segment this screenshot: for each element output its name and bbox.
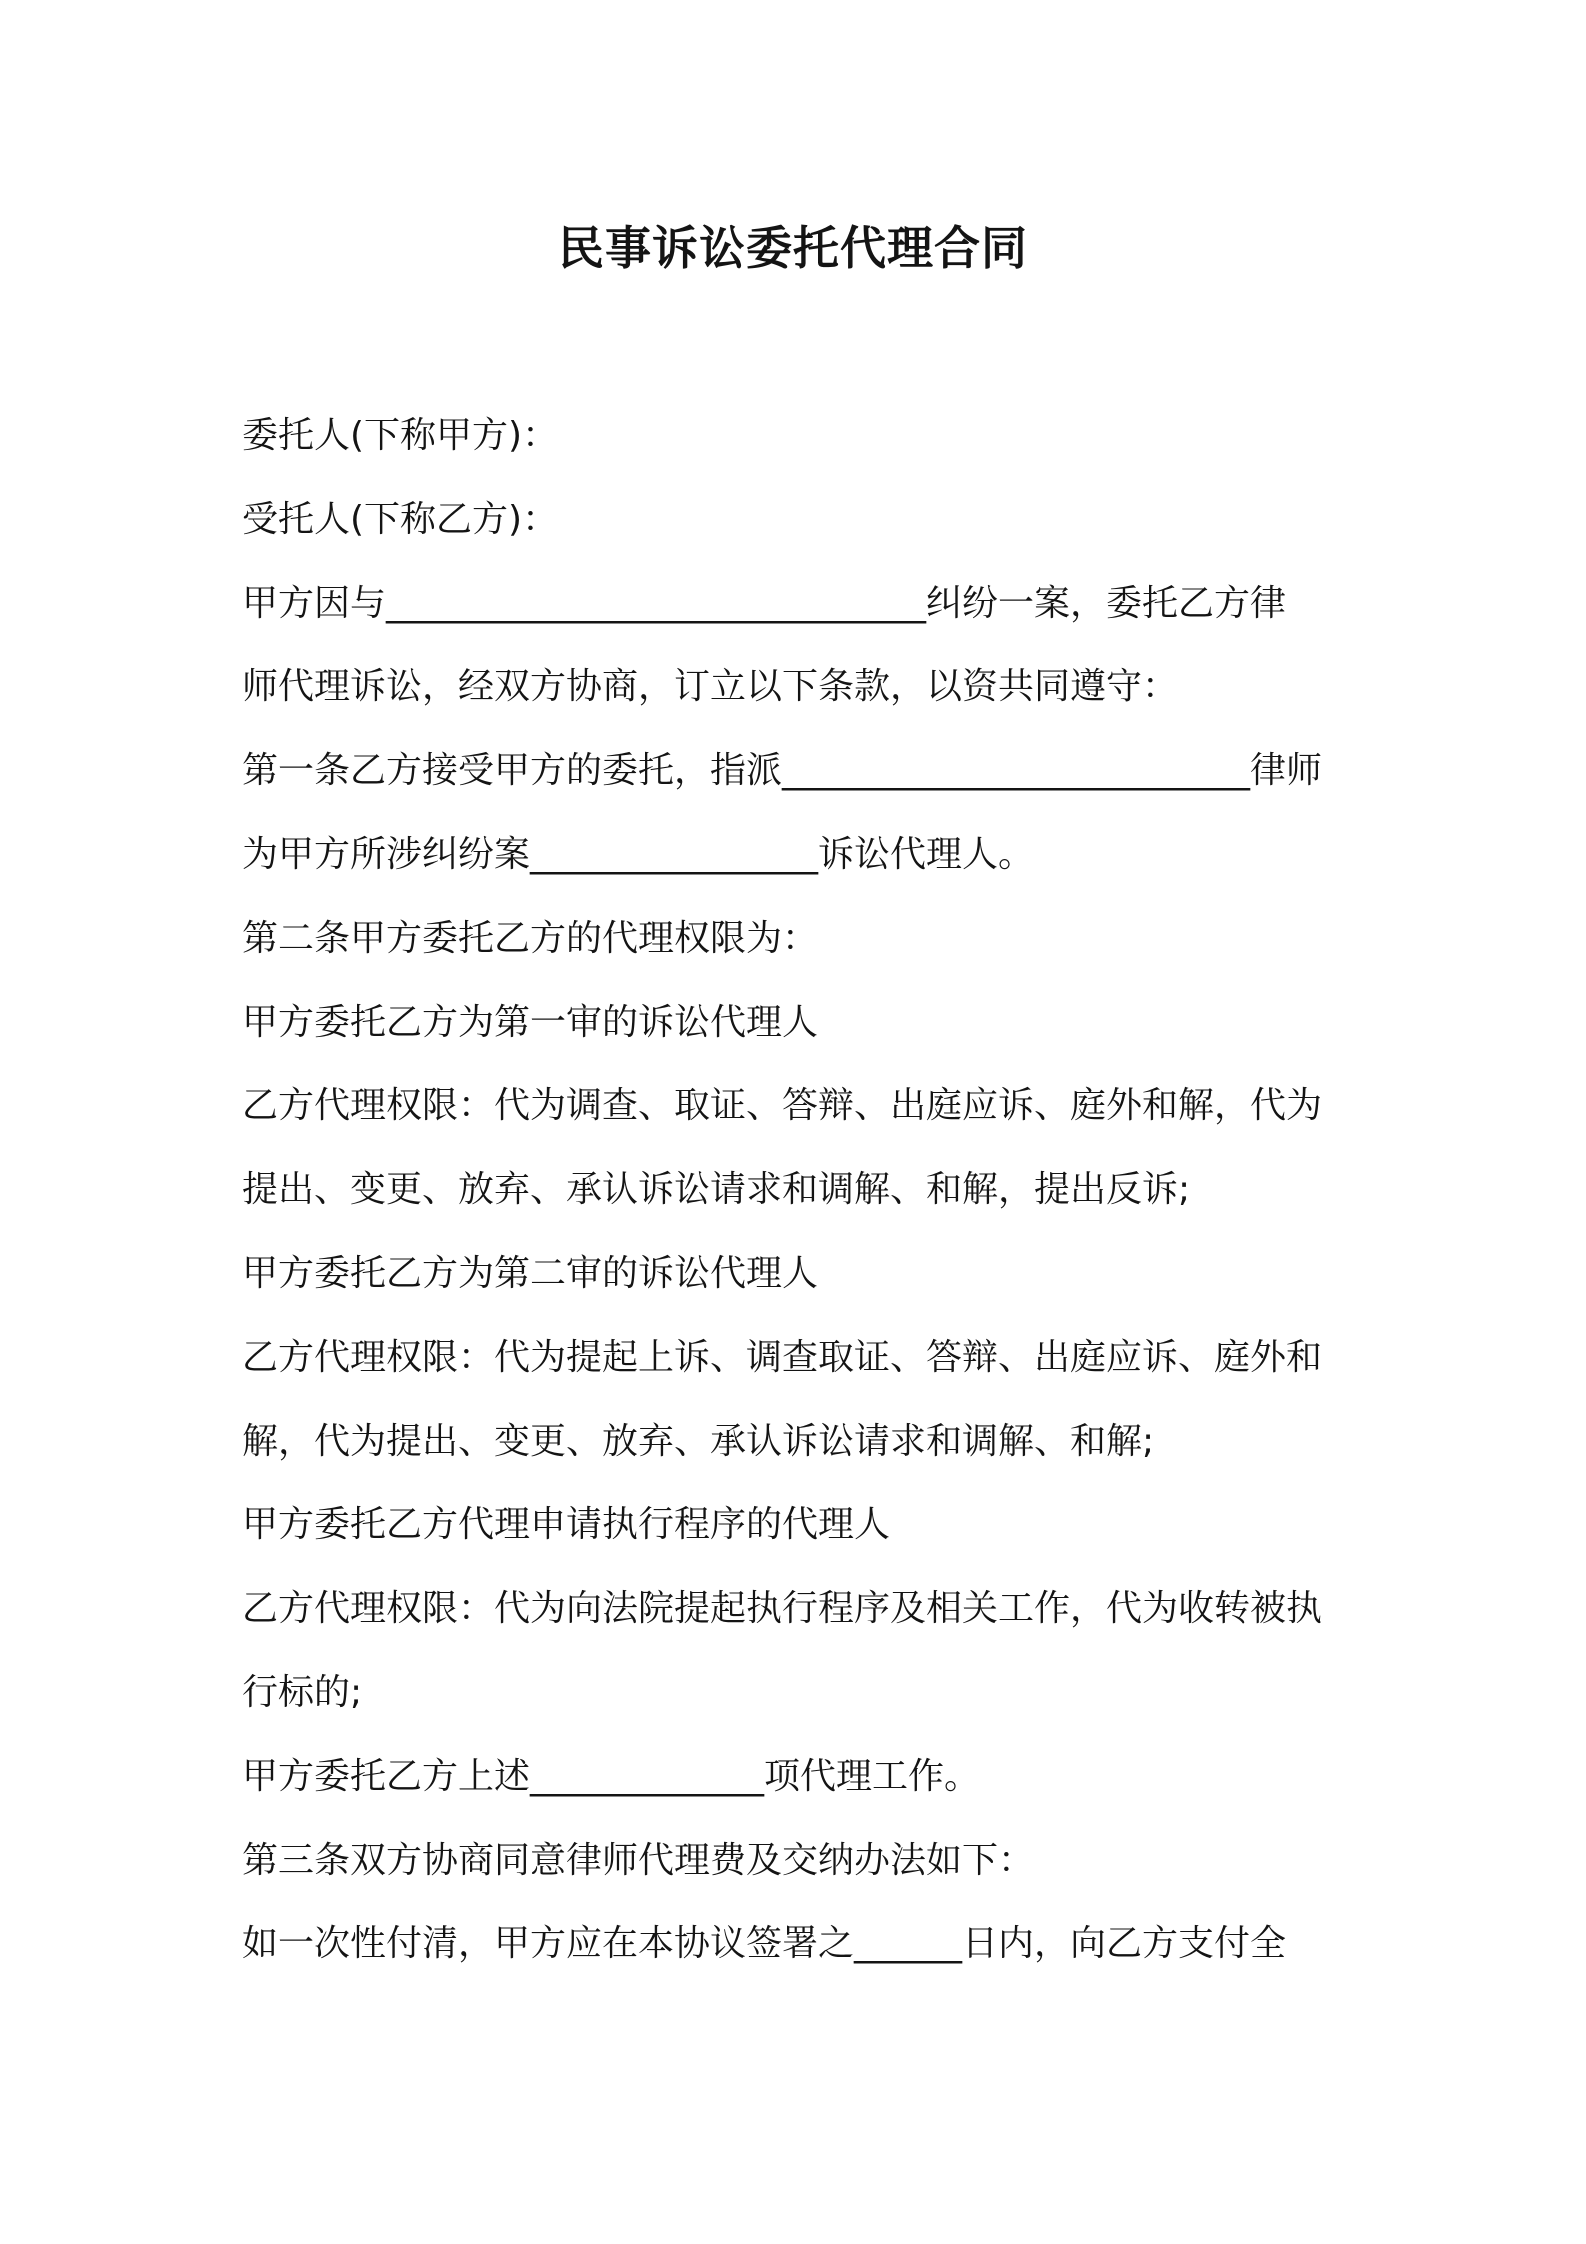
enforcement-authority-line-1: 乙方代理权限：代为向法院提起执行程序及相关工作，代为收转被执 xyxy=(242,1588,1323,1630)
article-1-line-2: 为甲方所涉纠纷案________________诉讼代理人。 xyxy=(242,833,1035,875)
second-instance-line: 甲方委托乙方为第二审的诉讼代理人 xyxy=(242,1252,819,1294)
payment-line: 如一次性付清，甲方应在本协议签署之______日内，向乙方支付全 xyxy=(242,1923,1287,1965)
enforcement-authority-line-2: 行标的; xyxy=(242,1671,363,1713)
first-instance-authority-line-1: 乙方代理权限：代为调查、取证、答辩、出庭应诉、庭外和解，代为 xyxy=(242,1085,1323,1127)
agency-items-line: 甲方委托乙方上述_____________项代理工作。 xyxy=(242,1755,981,1797)
document-body xyxy=(242,406,1362,1998)
principal-line: 委托人(下称甲方)： xyxy=(242,415,559,456)
first-instance-line: 甲方委托乙方为第一审的诉讼代理人 xyxy=(242,1001,819,1043)
agent-line: 受托人(下称乙方)： xyxy=(242,498,559,540)
article-1-line-1: 第一条乙方接受甲方的委托，指派__________________________律师 xyxy=(242,750,1323,792)
enforcement-line: 甲方委托乙方代理申请执行程序的代理人 xyxy=(242,1504,891,1546)
article-3-heading: 第三条双方协商同意律师代理费及交纳办法如下： xyxy=(242,1839,1035,1881)
second-instance-authority-line-1: 乙方代理权限：代为提起上诉、调查取证、答辩、出庭应诉、庭外和 xyxy=(242,1336,1323,1378)
second-instance-authority-line-2: 解，代为提出、变更、放弃、承认诉讼请求和调解、和解; xyxy=(242,1420,1155,1462)
document-title: 民事诉讼委托代理合同 xyxy=(558,221,1028,275)
preamble-line-2: 师代理诉讼，经双方协商，订立以下条款，以资共同遵守： xyxy=(242,666,1179,708)
preamble-line-1: 甲方因与______________________________纠纷一案，委托乙方律 xyxy=(242,582,1287,624)
article-2-heading: 第二条甲方委托乙方的代理权限为： xyxy=(242,917,819,959)
first-instance-authority-line-2: 提出、变更、放弃、承认诉讼请求和调解、和解，提出反诉; xyxy=(242,1169,1191,1211)
